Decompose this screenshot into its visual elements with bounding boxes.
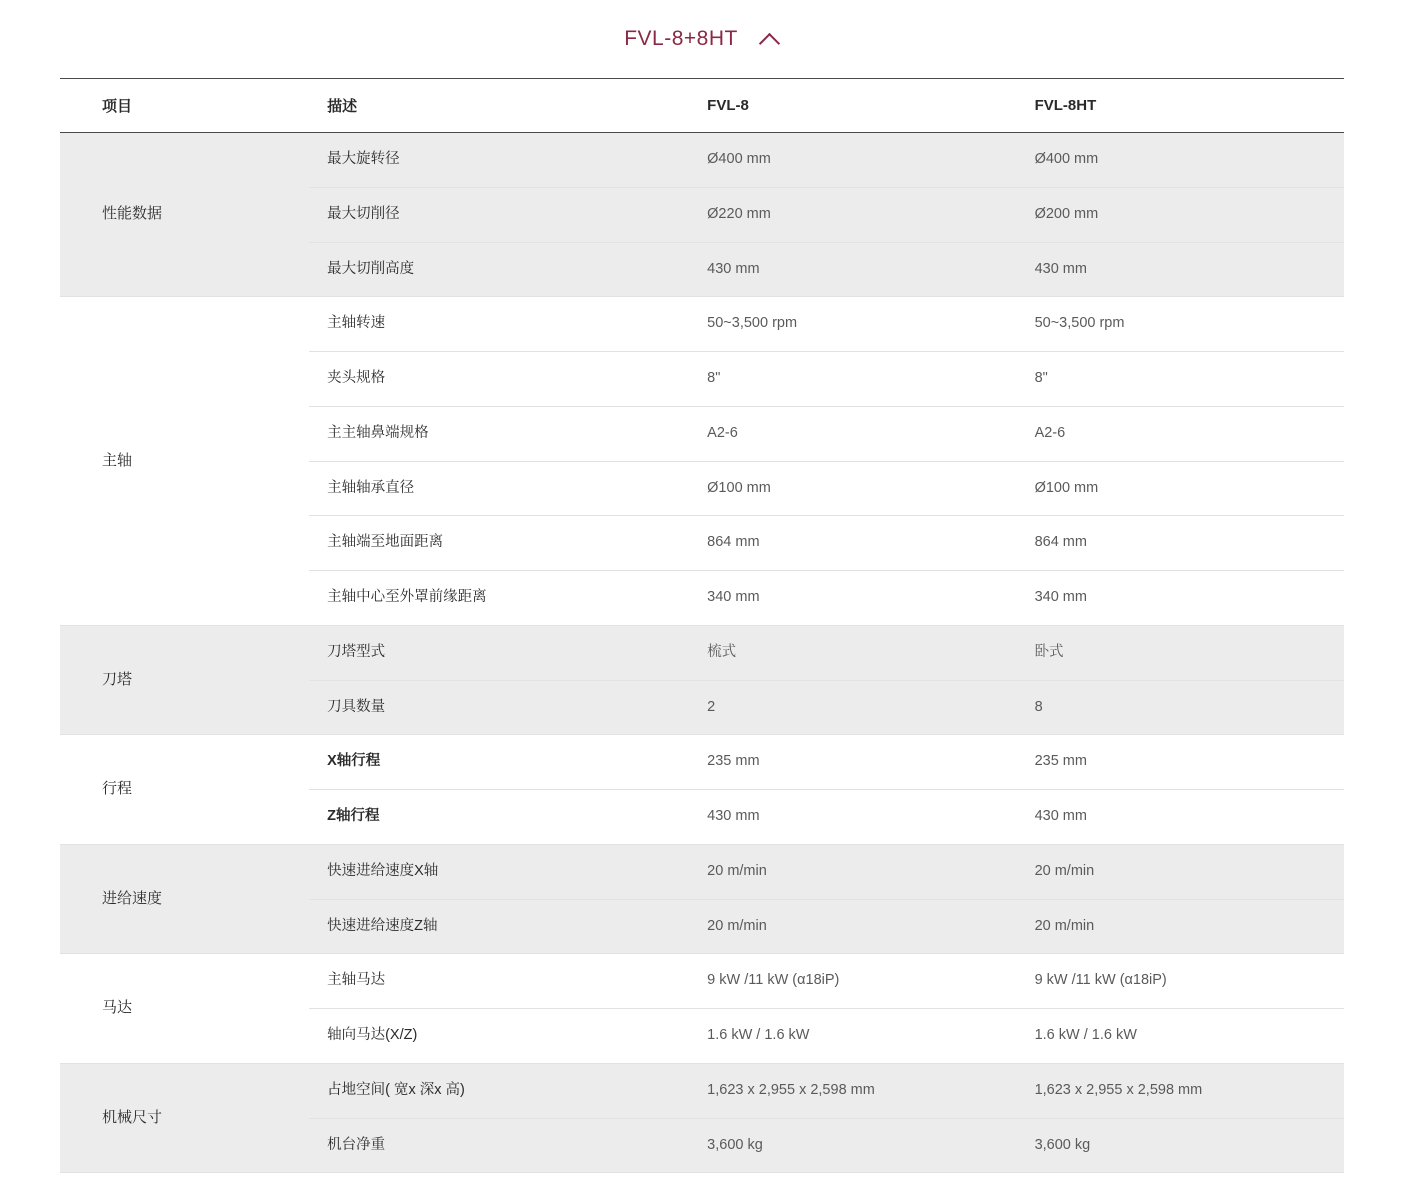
cell-fvl8ht-value: 20 m/min	[1017, 899, 1344, 954]
cell-fvl8-value: 1.6 kW / 1.6 kW	[689, 1009, 1016, 1064]
cell-fvl8-value: 梳式	[689, 625, 1016, 680]
row-description: X轴行程	[309, 735, 689, 790]
row-description: 主轴端至地面距离	[309, 516, 689, 571]
row-description: 快速进给速度Z轴	[309, 899, 689, 954]
row-description: 占地空间( 宽x 深x 高)	[309, 1063, 689, 1118]
row-description: 主主轴鼻端规格	[309, 406, 689, 461]
cell-fvl8ht-value: 3,600 kg	[1017, 1118, 1344, 1173]
table-head	[60, 79, 1344, 133]
spec-table-wrap	[0, 78, 1404, 1173]
cell-fvl8-value: 20 m/min	[689, 844, 1016, 899]
cell-fvl8ht-value: 20 m/min	[1017, 844, 1344, 899]
row-description: 主轴轴承直径	[309, 461, 689, 516]
row-description: 快速进给速度X轴	[309, 844, 689, 899]
table-row	[60, 735, 1344, 790]
row-description: 最大旋转径	[309, 133, 689, 188]
cell-fvl8-value: 864 mm	[689, 516, 1016, 571]
row-group-label: 性能数据	[60, 133, 309, 297]
row-description: 刀具数量	[309, 680, 689, 735]
cell-fvl8-value: 8"	[689, 352, 1016, 407]
table-body	[60, 133, 1344, 1173]
table-header-row	[60, 79, 1344, 133]
chevron-up-icon[interactable]	[760, 29, 780, 49]
column-header-fvl8: FVL-8	[689, 79, 1016, 133]
row-description: Z轴行程	[309, 790, 689, 845]
cell-fvl8ht-value: 8"	[1017, 352, 1344, 407]
cell-fvl8ht-value: 430 mm	[1017, 790, 1344, 845]
cell-fvl8ht-value: 9 kW /11 kW (α18iP)	[1017, 954, 1344, 1009]
cell-fvl8ht-value: 864 mm	[1017, 516, 1344, 571]
specification-table	[60, 78, 1344, 1173]
cell-fvl8-value: 20 m/min	[689, 899, 1016, 954]
cell-fvl8ht-value: 1.6 kW / 1.6 kW	[1017, 1009, 1344, 1064]
row-description: 主轴中心至外罩前缘距离	[309, 571, 689, 626]
cell-fvl8ht-value: Ø400 mm	[1017, 133, 1344, 188]
page-title: FVL-8+8HT	[624, 27, 738, 50]
cell-fvl8ht-value: 340 mm	[1017, 571, 1344, 626]
row-description: 最大切削高度	[309, 242, 689, 297]
cell-fvl8-value: A2-6	[689, 406, 1016, 461]
row-description: 刀塔型式	[309, 625, 689, 680]
cell-fvl8-value: 50~3,500 rpm	[689, 297, 1016, 352]
table-row	[60, 954, 1344, 1009]
cell-fvl8-value: Ø100 mm	[689, 461, 1016, 516]
cell-fvl8ht-value: 卧式	[1017, 625, 1344, 680]
row-description: 轴向马达(X/Z)	[309, 1009, 689, 1064]
table-row	[60, 133, 1344, 188]
cell-fvl8-value: 340 mm	[689, 571, 1016, 626]
cell-fvl8ht-value: 430 mm	[1017, 242, 1344, 297]
cell-fvl8-value: 235 mm	[689, 735, 1016, 790]
column-header-item: 项目	[60, 79, 309, 133]
cell-fvl8ht-value: 50~3,500 rpm	[1017, 297, 1344, 352]
cell-fvl8-value: Ø400 mm	[689, 133, 1016, 188]
cell-fvl8-value: 430 mm	[689, 242, 1016, 297]
table-row	[60, 844, 1344, 899]
row-description: 主轴转速	[309, 297, 689, 352]
row-description: 最大切削径	[309, 187, 689, 242]
row-group-label: 进给速度	[60, 844, 309, 954]
cell-fvl8ht-value: 1,623 x 2,955 x 2,598 mm	[1017, 1063, 1344, 1118]
cell-fvl8-value: 430 mm	[689, 790, 1016, 845]
cell-fvl8ht-value: A2-6	[1017, 406, 1344, 461]
row-description: 机台净重	[309, 1118, 689, 1173]
cell-fvl8-value: 3,600 kg	[689, 1118, 1016, 1173]
row-description: 主轴马达	[309, 954, 689, 1009]
row-group-label: 刀塔	[60, 625, 309, 735]
cell-fvl8ht-value: 8	[1017, 680, 1344, 735]
row-group-label: 马达	[60, 954, 309, 1064]
row-group-label: 机械尺寸	[60, 1063, 309, 1173]
cell-fvl8-value: Ø220 mm	[689, 187, 1016, 242]
spec-accordion-header[interactable]	[0, 0, 1404, 78]
row-group-label: 主轴	[60, 297, 309, 626]
cell-fvl8-value: 2	[689, 680, 1016, 735]
table-row	[60, 625, 1344, 680]
cell-fvl8ht-value: Ø200 mm	[1017, 187, 1344, 242]
cell-fvl8ht-value: 235 mm	[1017, 735, 1344, 790]
table-row	[60, 1063, 1344, 1118]
cell-fvl8-value: 9 kW /11 kW (α18iP)	[689, 954, 1016, 1009]
column-header-fvl8ht: FVL-8HT	[1017, 79, 1344, 133]
table-row	[60, 297, 1344, 352]
column-header-description: 描述	[309, 79, 689, 133]
row-description: 夹头规格	[309, 352, 689, 407]
cell-fvl8-value: 1,623 x 2,955 x 2,598 mm	[689, 1063, 1016, 1118]
cell-fvl8ht-value: Ø100 mm	[1017, 461, 1344, 516]
row-group-label: 行程	[60, 735, 309, 845]
